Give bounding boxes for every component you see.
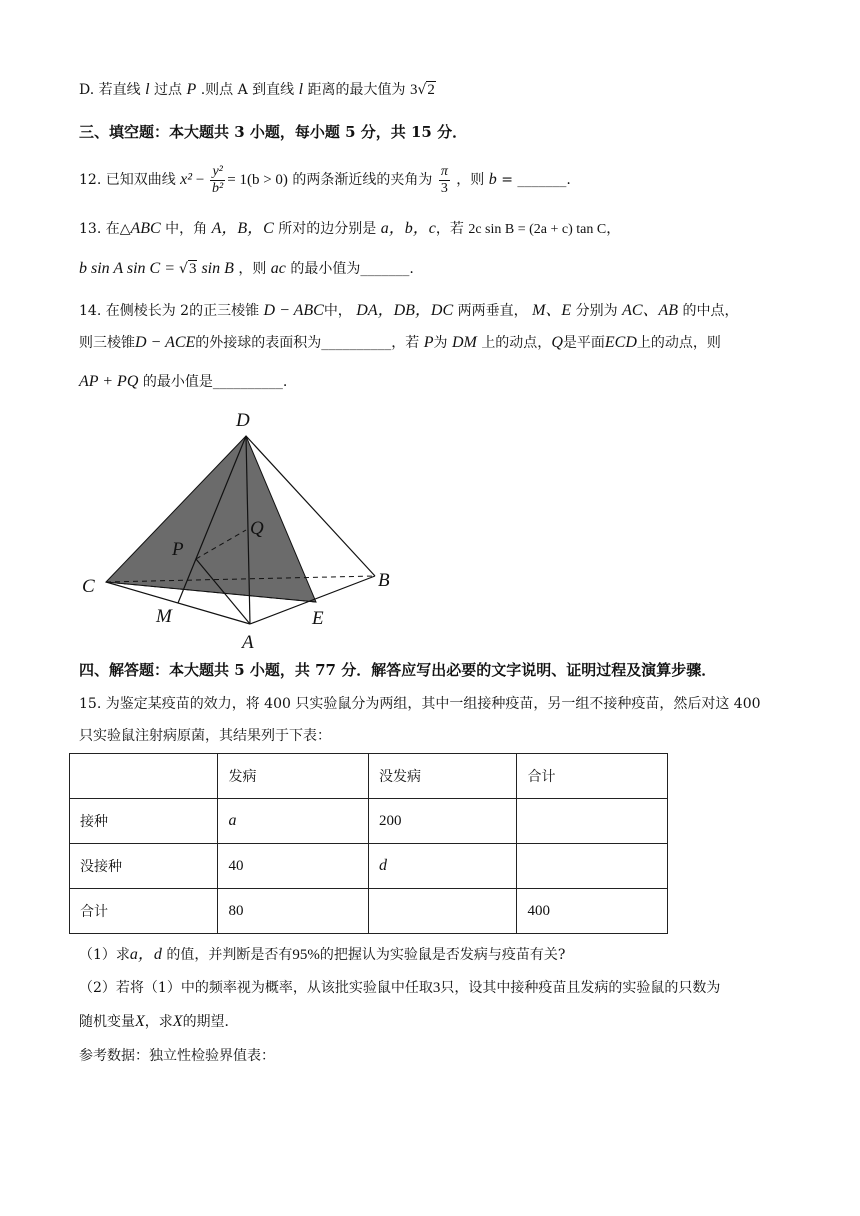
q13-radicand: 3	[188, 261, 197, 277]
data-table	[69, 753, 668, 934]
q15-percent: 95%	[292, 947, 320, 963]
table-cell: 接种	[70, 799, 218, 844]
q15-part2-text-4: ，求	[144, 1014, 173, 1030]
q12-text-3: ，则	[456, 172, 485, 188]
option-d-text-3: .则点 A 到直线	[200, 82, 295, 98]
q14-blank-1: 的外接球的表面积为__________，若	[195, 335, 420, 351]
table-cell: 合计	[70, 889, 218, 934]
q14-text-3: 两两垂直，	[457, 303, 528, 319]
table-cell: 80	[218, 889, 368, 934]
value-radicand: 2	[427, 82, 435, 98]
option-d: D. 若直线 l 过点 P .则点 A 到直线 l 距离的最大值为 3√2	[79, 81, 435, 98]
q14-text-6: 则三棱锥	[79, 335, 135, 351]
table-cell: 没发病	[368, 754, 517, 799]
q15-part2-text-2: 只，设其中接种疫苗且发病的实验鼠的只数为	[440, 980, 721, 996]
q14-segments: AC、AB	[622, 302, 679, 319]
table-cell: 合计	[517, 754, 668, 799]
question-15-part-2-line-2	[79, 1012, 239, 1032]
q14-text-8: 上的动点，	[481, 335, 552, 351]
q15-part2-text-5: 的期望．	[182, 1014, 239, 1030]
label-d: D	[236, 410, 250, 431]
option-d-text-4: 距离的最大值为	[307, 82, 406, 98]
table-cell: 40	[218, 844, 368, 889]
q12-angle-num: π	[440, 163, 448, 179]
q14-expression: AP + PQ	[79, 373, 139, 390]
question-15-line-1: 15. 为鉴定某疫苗的效力，将 400 只实验鼠分为两组，其中一组接种疫苗，另一组不接种疫苗，然后对这 400	[79, 696, 761, 712]
table-cell: d	[368, 844, 517, 889]
question-13-line-1	[79, 219, 620, 240]
table-row	[70, 799, 668, 844]
question-13-line-2: b sin A sin C = √3 sin B ，则 ac 的最小值为_______.	[79, 260, 414, 277]
q15-vars: a，d	[129, 946, 162, 963]
table-row	[70, 844, 668, 889]
q14-q: Q	[551, 334, 563, 351]
q12-frac-den: b²	[212, 180, 224, 196]
q13-sides: a，b，c	[380, 220, 436, 237]
option-d-text-2: 过点	[154, 82, 182, 98]
q12-frac-num: y²	[210, 164, 225, 181]
q12-minus: −	[192, 172, 209, 188]
q13-text: 13. 在△	[79, 221, 131, 237]
pyramid-figure	[78, 402, 408, 656]
q14-tetra: D − ACE	[135, 334, 196, 351]
q13-text-5: ，则	[238, 261, 267, 277]
table-cell: 400	[517, 889, 668, 934]
table-cell: a	[218, 799, 368, 844]
q14-dm: DM	[451, 334, 477, 351]
table-cell	[517, 799, 668, 844]
q13-angles: A，B，C	[211, 220, 274, 237]
q13-text-3: 所对的边分别是	[278, 221, 377, 237]
var-l: l	[145, 81, 150, 98]
q14-edges: DA，DB，DC	[356, 302, 454, 319]
q13-condition-2b: sin B	[197, 260, 234, 277]
q14-plane: ECD	[604, 334, 637, 351]
q13-ac: ac	[270, 260, 286, 277]
q13-condition-1: 2c sin B = (2a + c) tan C	[468, 222, 607, 237]
q14-text: 14. 在侧棱长为 2的正三棱锥	[79, 303, 260, 319]
q15-n: 3	[432, 980, 441, 996]
q12-var-b: b	[488, 171, 497, 188]
table-cell	[70, 754, 218, 799]
q14-p: P	[423, 334, 434, 351]
q13-blank: 的最小值为_______.	[290, 261, 414, 277]
q15-var-x: X	[172, 1013, 183, 1030]
label-b: B	[378, 570, 390, 591]
q12-blank: = _______.	[496, 172, 571, 188]
var-p: P	[186, 81, 197, 98]
label-p: P	[172, 539, 184, 560]
label-q: Q	[250, 518, 264, 539]
section-3-heading: 三、填空题：本大题共 3 小题，每小题 5 分，共 15 分．	[79, 123, 468, 141]
label-e: E	[312, 608, 324, 629]
q15-part2-text-3: 随机变量	[79, 1014, 135, 1030]
reference-data-caption: 参考数据：独立性检验界值表：	[79, 1048, 275, 1064]
question-15-line-2: 只实验鼠注射病原菌，其结果列于下表：	[79, 728, 331, 744]
section-4-heading: 四、解答题：本大题共 5 小题，共 77 分．解答应写出必要的文字说明、证明过程及演算步骤．	[79, 661, 717, 679]
q13-text-2: 中，角	[165, 221, 208, 237]
q13-text-4: ，若	[435, 221, 464, 237]
question-14-line-2	[79, 333, 721, 353]
q12-text-2: 的两条渐近线的夹角为	[292, 172, 433, 188]
q14-pyramid: D − ABC	[263, 302, 324, 319]
q13-triangle: ABC	[130, 220, 161, 237]
question-15-part-2-line-1	[79, 978, 720, 998]
q14-text-5: 的中点，	[682, 303, 739, 319]
table-row	[70, 889, 668, 934]
q14-text-4: 分别为	[575, 303, 618, 319]
var-l: l	[298, 81, 304, 98]
table-cell	[517, 844, 668, 889]
q13-condition-2a: b sin A sin C =	[79, 260, 180, 277]
q14-blank-2: 的最小值是__________.	[142, 374, 288, 390]
q14-text-2: 中，	[323, 303, 352, 319]
table-cell: 200	[368, 799, 517, 844]
table-cell	[368, 889, 517, 934]
q15-part1-text-2: 的值，并判断是否有	[166, 947, 293, 963]
q12-text: 12. 已知双曲线	[79, 172, 176, 188]
label-m: M	[156, 606, 172, 627]
q12-x2: x²	[180, 171, 193, 188]
q13-comma: ，	[606, 221, 621, 237]
table-cell: 没接种	[70, 844, 218, 889]
q15-part2-text: （2）若将（1）中的频率视为概率，从该批实验鼠中任取	[79, 980, 433, 996]
table-header-row	[70, 754, 668, 799]
q15-part1-text-3: 的把握认为实验鼠是否发病与疫苗有关?	[319, 947, 566, 963]
q14-text-7: 为	[433, 335, 448, 351]
q12-fraction	[210, 164, 225, 197]
q15-var-x: X	[135, 1013, 145, 1030]
q14-points: M、E	[532, 302, 572, 319]
q14-text-9: 是平面	[562, 335, 605, 351]
q12-angle-den: 3	[440, 180, 448, 196]
question-14-line-1	[79, 301, 739, 321]
q12-eq: = 1(b > 0)	[227, 172, 288, 188]
option-d-text-1: D. 若直线	[79, 82, 141, 98]
q12-angle-fraction	[439, 164, 450, 197]
question-14-line-3	[79, 372, 287, 392]
value-coef: 3	[409, 82, 418, 98]
question-12	[79, 160, 571, 200]
table-cell: 发病	[218, 754, 368, 799]
label-a: A	[242, 632, 254, 653]
question-15-part-1	[79, 945, 565, 965]
q15-part1-text: （1）求	[79, 947, 130, 963]
q14-text-10: 上的动点，则	[636, 335, 721, 351]
label-c: C	[82, 576, 95, 597]
